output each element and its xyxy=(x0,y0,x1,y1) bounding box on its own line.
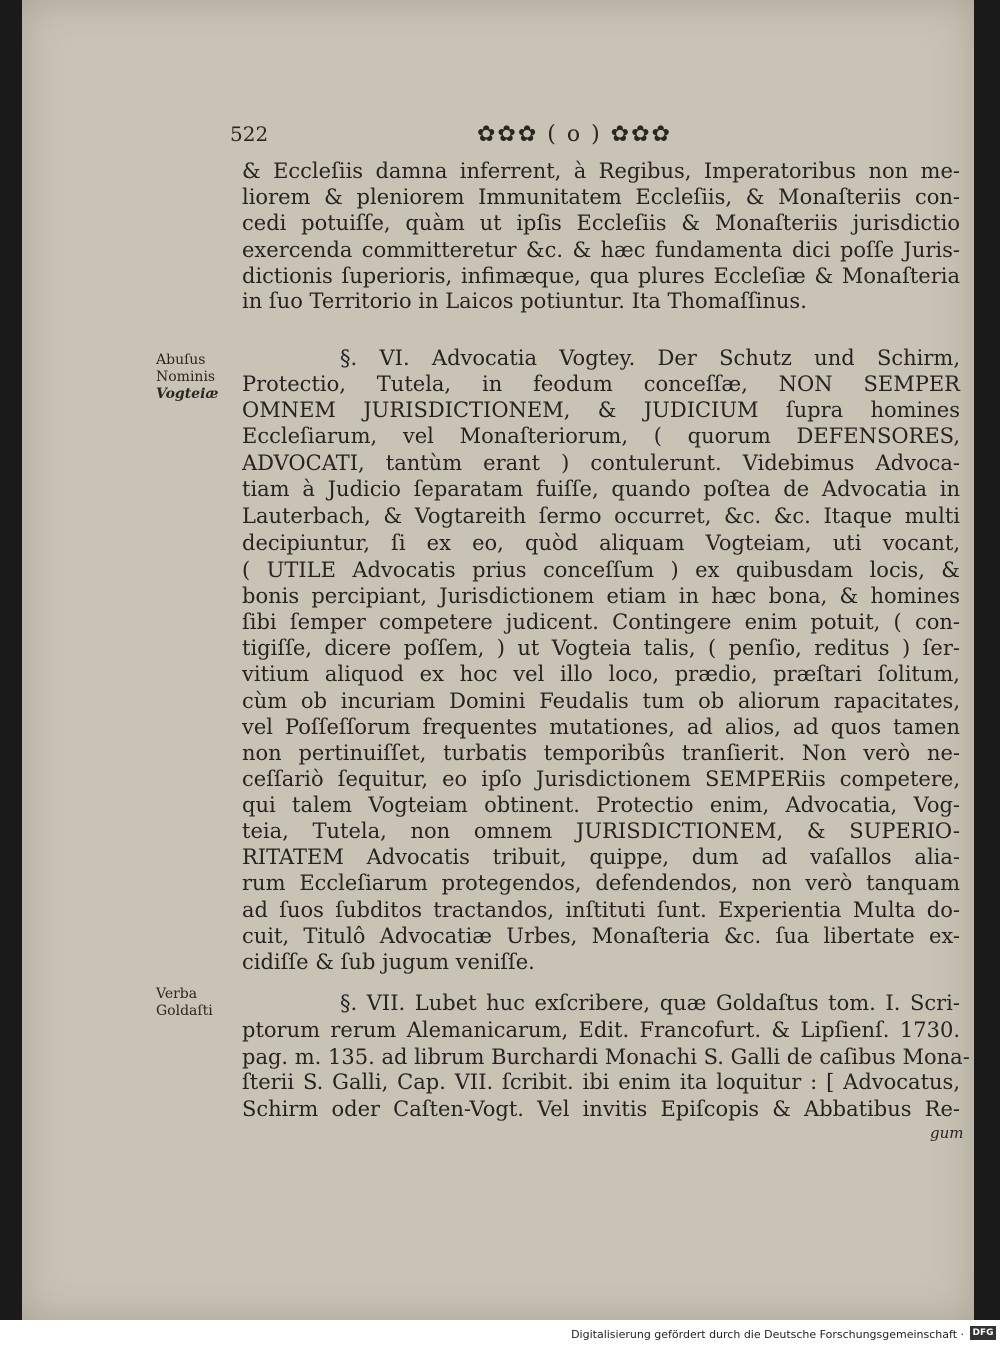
text-line: ( UTILE Advocatis prius conceſſum ) ex quibusdam locis, & xyxy=(242,558,960,582)
text-line: RITATEM Advocatis tribuit, quippe, dum ad vaſallos alia- xyxy=(242,845,960,869)
text-line: ptorum rerum Alemanicarum, Edit. Francofurt. & Lipſienſ. 1730. xyxy=(242,1018,960,1042)
text-line: §. VI. Advocatia Vogtey. Der Schutz und Schirm, xyxy=(340,346,960,370)
text-line: gum xyxy=(930,1124,964,1142)
page-number: 522 xyxy=(230,122,269,146)
text-line: §. VII. Lubet huc exſcribere, quæ Goldaſtus tom. I. Scri- xyxy=(340,991,960,1015)
text-line: Lauterbach, & Vogtareith ſermo occurret, &c. &c. Itaque multi xyxy=(242,504,960,528)
text-line: cuit, Titulô Advocatiæ Urbes, Monaſteria &c. ſua libertate ex- xyxy=(242,924,960,948)
sidenote-verba xyxy=(156,986,213,1020)
sidenote-line: Abuſus xyxy=(156,352,206,368)
text-line: ſterii S. Galli, Cap. VII. ſcribit. ibi enim ita loquitur : [ Advocatus, xyxy=(242,1070,960,1094)
text-line: ad ſuos ſubditos tractandos, inſtituti ſunt. Experientia Multa do- xyxy=(242,898,960,922)
scanned-page xyxy=(22,0,974,1320)
text-line: Schirm oder Caſten-Vogt. Vel invitis Epiſcopis & Abbatibus Re- xyxy=(242,1097,960,1121)
text-line: in ſuo Territorio in Laicos potiuntur. Ita Thomaſſinus. xyxy=(242,289,807,313)
text-line: exercenda committeretur &c. & hæc fundamenta dici poſſe Juris- xyxy=(242,238,960,262)
text-line: tigiſſe, dicere poſſem, ) ut Vogteia talis, ( penſio, reditus ) ſer- xyxy=(242,636,960,660)
text-line: cùm ob incuriam Domini Feudalis tum ob aliorum rapacitates, xyxy=(242,689,960,713)
text-line: ADVOCATI, tantùm erant ) contulerunt. Videbimus Advoca- xyxy=(242,451,960,475)
text-line: & Eccleſiis damna inferrent, à Regibus, Imperatoribus non me- xyxy=(242,159,960,183)
text-line: Eccleſiarum, vel Monaſteriorum, ( quorum DEFENSORES, xyxy=(242,424,960,448)
text-line: OMNEM JURISDICTIONEM, & JUDICIUM ſupra homines xyxy=(242,398,960,422)
text-line: cidiſſe & ſub jugum veniſſe. xyxy=(242,950,535,974)
header-ornament: ✿✿✿ ( o ) ✿✿✿ xyxy=(477,122,672,147)
dfg-logo: DFG xyxy=(970,1326,996,1340)
text-line: qui talem Vogteiam obtinent. Protectio enim, Advocatia, Vog- xyxy=(242,793,960,817)
text-line: pag. m. 135. ad librum Burchardi Monachi S. Galli de caſibus Mona- xyxy=(242,1045,970,1069)
text-line: teia, Tutela, non omnem JURISDICTIONEM, & SUPERIO- xyxy=(242,819,960,843)
sidenote-abusus xyxy=(156,352,218,403)
text-line: non pertinuiſſet, turbatis temporibûs tranſierit. Non verò ne- xyxy=(242,741,960,765)
text-line: vel Poſſeſſorum frequentes mutationes, ad alios, ad quos tamen xyxy=(242,715,960,739)
sidenote-line: Vogteiæ xyxy=(156,386,219,402)
footer-bar xyxy=(0,1320,1000,1347)
text-line: vitium aliquod ex hoc vel illo loco, prædio, præſtari ſolitum, xyxy=(242,662,960,686)
text-line: rum Eccleſiarum protegendos, defendendos, non verò tanquam xyxy=(242,871,960,895)
footer-credit: Digitalisierung gefördert durch die Deutsche Forschungsgemeinschaft · xyxy=(571,1328,964,1341)
text-line: liorem & pleniorem Immunitatem Eccleſiis, & Monaſteriis con- xyxy=(242,185,960,209)
text-line: bonis percipiant, Jurisdictionem etiam in hæc bona, & homines xyxy=(242,584,960,608)
text-line: ſibi ſemper competere judicent. Contingere enim potuit, ( con- xyxy=(242,610,960,634)
text-line: dictionis ſuperioris, infimæque, qua plures Eccleſiæ & Monaſteria xyxy=(242,264,960,288)
text-line: Protectio, Tutela, in feodum conceſſæ, NON SEMPER xyxy=(242,372,960,396)
text-line: tiam à Judicio ſeparatam fuiſſe, quando poſtea de Advocatia in xyxy=(242,477,960,501)
text-line: cedi potuiſſe, quàm ut ipſis Eccleſiis & Monaſteriis jurisdictio xyxy=(242,211,960,235)
sidenote-line: Verba xyxy=(156,986,198,1002)
sidenote-line: Nominis xyxy=(156,369,216,385)
sidenote-line: Goldaſti xyxy=(156,1003,213,1019)
text-line: decipiuntur, ſi ex eo, quòd aliquam Vogteiam, uti vocant, xyxy=(242,531,960,555)
text-line: ceſſariò ſequitur, eo ipſo Jurisdictionem SEMPERiis competere, xyxy=(242,767,960,791)
